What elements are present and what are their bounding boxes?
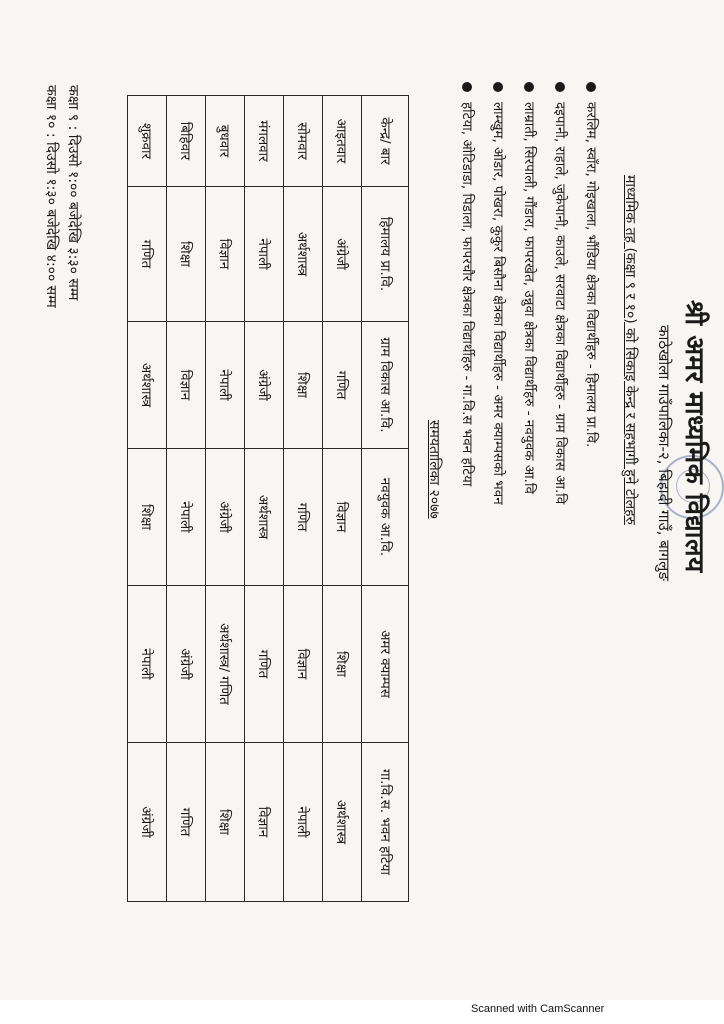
class-timings (40, 85, 84, 308)
table-cell: गणित (167, 743, 206, 902)
table-cell: अर्थशास्त्र (323, 743, 362, 902)
timetable (127, 95, 409, 902)
timetable-title: समयतालिका २०७७ (426, 420, 442, 519)
table-cell: नेपाली (284, 743, 323, 902)
table-cell: शिक्षा (323, 586, 362, 743)
center-assignment-list (451, 82, 606, 505)
table-cell: सोमवार (284, 96, 323, 187)
bullet-icon (555, 82, 565, 92)
column-header: नवयुवक आ.वि. (362, 449, 409, 586)
list-item: करलिम, स्वाँरा, गोइखाला, भौंडिया क्षेत्रका विद्यार्थीहरु - हिमालय प्रा.वि. (575, 82, 606, 505)
column-header: गा.वि.स. भवन हटिया (362, 743, 409, 902)
school-address: काठेखोला गाउँपालिका-२, बिहादी गाउँ, बागलुङ (655, 325, 673, 581)
list-item: लाम्खुम, ओडार, पोखरा, कुकुर बिसौना क्षेत्रका विद्यार्थीहरु - अमर क्याम्पसको भवन (482, 82, 513, 505)
column-header: अमर क्याम्पस (362, 586, 409, 743)
table-cell: अर्थशास्त्र (128, 322, 167, 449)
table-cell: नेपाली (167, 449, 206, 586)
intro-heading: माध्यमिक तह (कक्षा ९ र १०) को सिकाइ केन्द्र र सहभागी हुने टोलहरु (622, 175, 638, 525)
table-cell: शुक्रवार (128, 96, 167, 187)
scanner-footer-bar (0, 1000, 724, 1024)
bullet-icon (586, 82, 596, 92)
table-cell: शिक्षा (206, 743, 245, 902)
list-item: हटिया, ओटिडाडा, पिडाला, फापरचौर क्षेत्रका विद्यार्थीहरु - गा.वि.स भवन हटिया (451, 82, 482, 505)
table-cell: नेपाली (128, 586, 167, 743)
table-cell: शिक्षा (128, 449, 167, 586)
table-cell: विज्ञान (323, 449, 362, 586)
table-cell: बुधवार (206, 96, 245, 187)
table-cell: अर्थशास्त्र/ गणित (206, 586, 245, 743)
table-cell: अंग्रेजी (206, 449, 245, 586)
table-row (128, 96, 167, 902)
table-cell: गणित (245, 586, 284, 743)
table-cell: अंग्रेजी (167, 586, 206, 743)
table-cell: मंगलवार (245, 96, 284, 187)
table-cell: बिहिवार (167, 96, 206, 187)
bullet-icon (493, 82, 503, 92)
table-cell: विज्ञान (245, 743, 284, 902)
table-cell: अर्थशास्त्र (245, 449, 284, 586)
bullet-icon (524, 82, 534, 92)
table-header-row (362, 96, 409, 902)
table-row (323, 96, 362, 902)
table-row (284, 96, 323, 902)
bullet-icon (462, 82, 472, 92)
column-header: ग्राम विकास आ.वि. (362, 322, 409, 449)
table-cell: आइतवार (323, 96, 362, 187)
list-item: दइपानी, राहाले, जुकेपानी, काउले, सरवाटा क्षेत्रका विद्यार्थीहरु - ग्राम विकास आ.वि (544, 82, 575, 505)
table-cell: विज्ञान (167, 322, 206, 449)
column-header: केन्द्र/ बार (362, 96, 409, 187)
table-cell: गणित (323, 322, 362, 449)
table-row (167, 96, 206, 902)
table-cell: गणित (128, 187, 167, 322)
table-cell: गणित (284, 449, 323, 586)
table-cell: नेपाली (206, 322, 245, 449)
table-cell: अर्थशास्त्र (284, 187, 323, 322)
table-cell: अंग्रेजी (128, 743, 167, 902)
table-cell: नेपाली (245, 187, 284, 322)
list-item: लाम्राती, सिरपाली, गौंडारा, फापरखेत, उन्नुवा क्षेत्रका विद्यार्थीहरु - नवयुवक आ.वि (513, 82, 544, 505)
class-10-timing: कक्षा १० : दिउसो १:३० बजेदेखि ४:०० सम्म (43, 85, 59, 308)
school-name: श्री अमर माध्यमिक विद्यालय (679, 300, 709, 573)
class-9-timing: कक्षा ९ : दिउसो १:०० बजेदेखि ३:३० सम्म (65, 85, 81, 301)
table-cell: शिक्षा (284, 322, 323, 449)
table-cell: अंग्रेजी (245, 322, 284, 449)
scanner-watermark: Scanned with CamScanner (471, 1003, 605, 1015)
table-cell: विज्ञान (206, 187, 245, 322)
table-cell: अंग्रेजी (323, 187, 362, 322)
table-row (206, 96, 245, 902)
column-header: हिमालय प्रा.वि. (362, 187, 409, 322)
table-cell: शिक्षा (167, 187, 206, 322)
table-row (245, 96, 284, 902)
table-cell: विज्ञान (284, 586, 323, 743)
